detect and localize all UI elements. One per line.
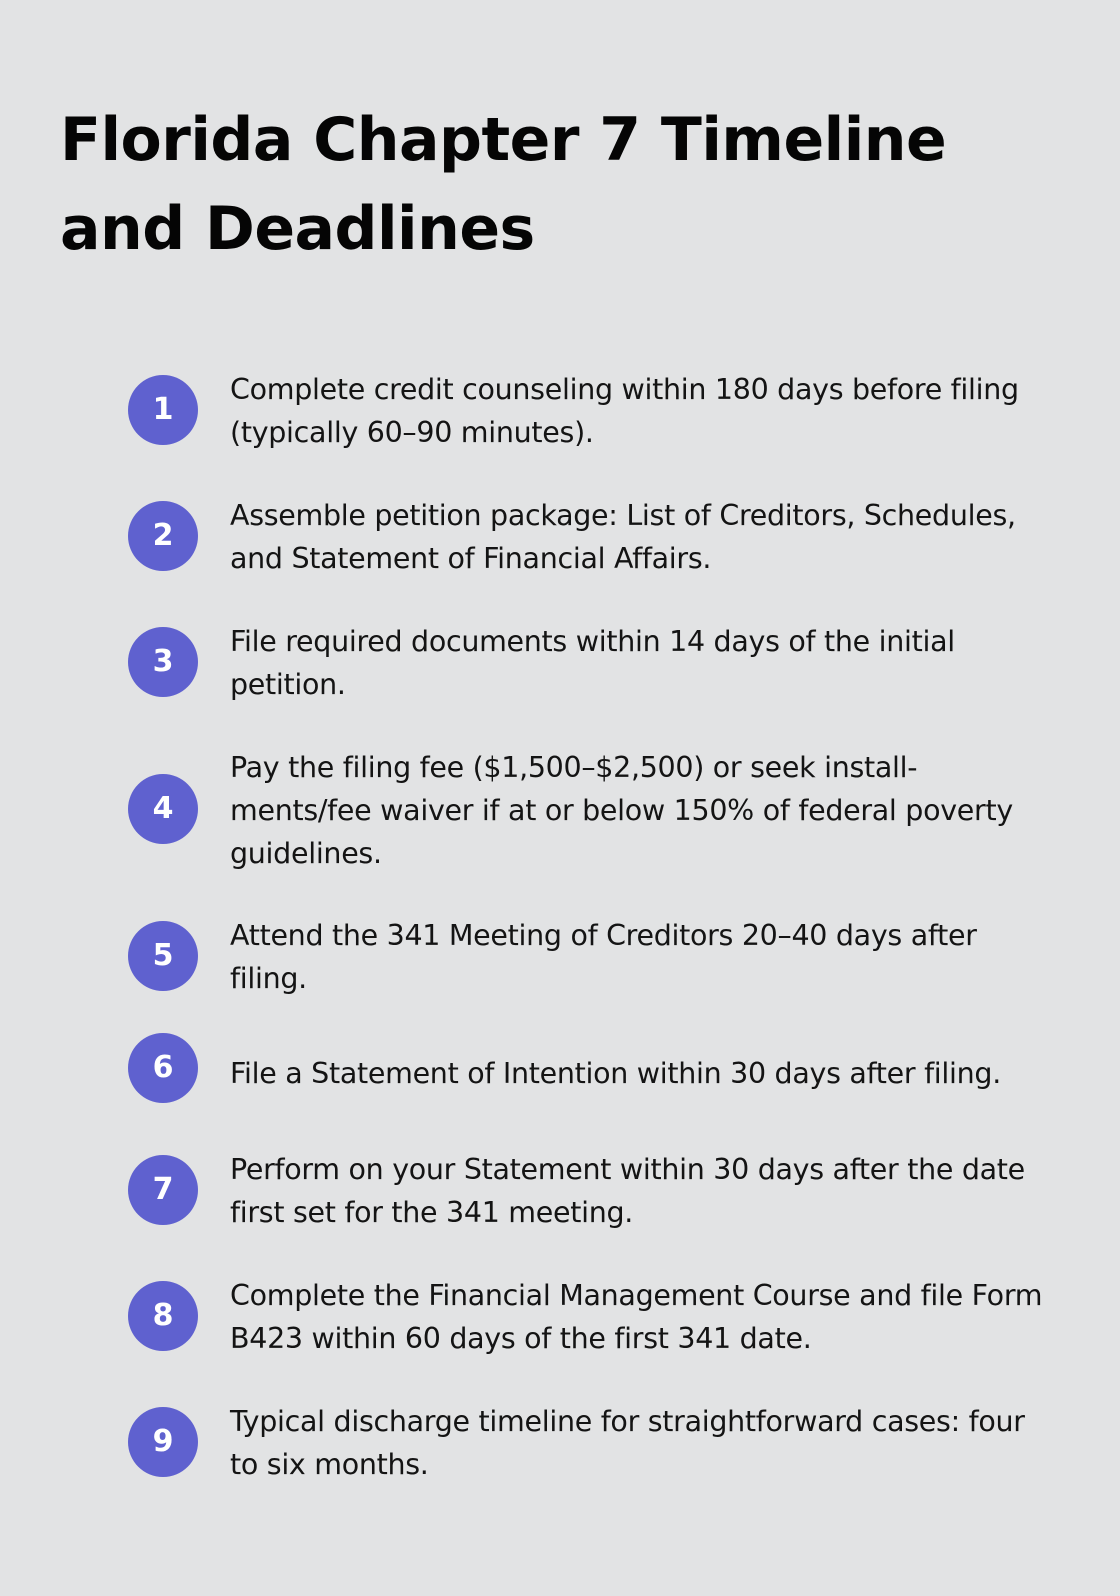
step-number-badge: 8 (128, 1281, 198, 1351)
step-number-badge: 3 (128, 627, 198, 697)
step-text: File a Statement of Intention within 30 days after filing. (230, 1057, 1001, 1090)
step-number-badge: 9 (128, 1407, 198, 1477)
step-number-badge: 1 (128, 375, 198, 445)
step-text: File required documents within 14 days of the initial petition. (230, 625, 955, 701)
step-text: Typical discharge timeline for straightforward cases: four to six months. (230, 1405, 1025, 1481)
step-text: Pay the filing fee ($1,500–$2,500) or seek install-ments/fee waiver if at or below 150% of federal poverty guidelines. (230, 751, 1013, 870)
step-text: Complete the Financial Management Course and file Form B423 within 60 days of the first 341 date. (230, 1279, 1043, 1355)
step-text: Assemble petition package: List of Creditors, Schedules, and Statement of Financial Affairs. (230, 499, 1016, 575)
step-text: Complete credit counseling within 180 days before filing (typically 60–90 minutes). (230, 373, 1019, 449)
step-number-badge: 5 (128, 921, 198, 991)
step-text: Perform on your Statement within 30 days after the date first set for the 341 meeting. (230, 1153, 1025, 1229)
step-text: Attend the 341 Meeting of Creditors 20–40 days after filing. (230, 919, 977, 995)
page-title: Florida Chapter 7 Timeline and Deadlines (60, 105, 947, 264)
step-number-badge: 2 (128, 501, 198, 571)
step-number-badge: 4 (128, 774, 198, 844)
step-number-badge: 7 (128, 1155, 198, 1225)
step-number-badge: 6 (128, 1033, 198, 1103)
